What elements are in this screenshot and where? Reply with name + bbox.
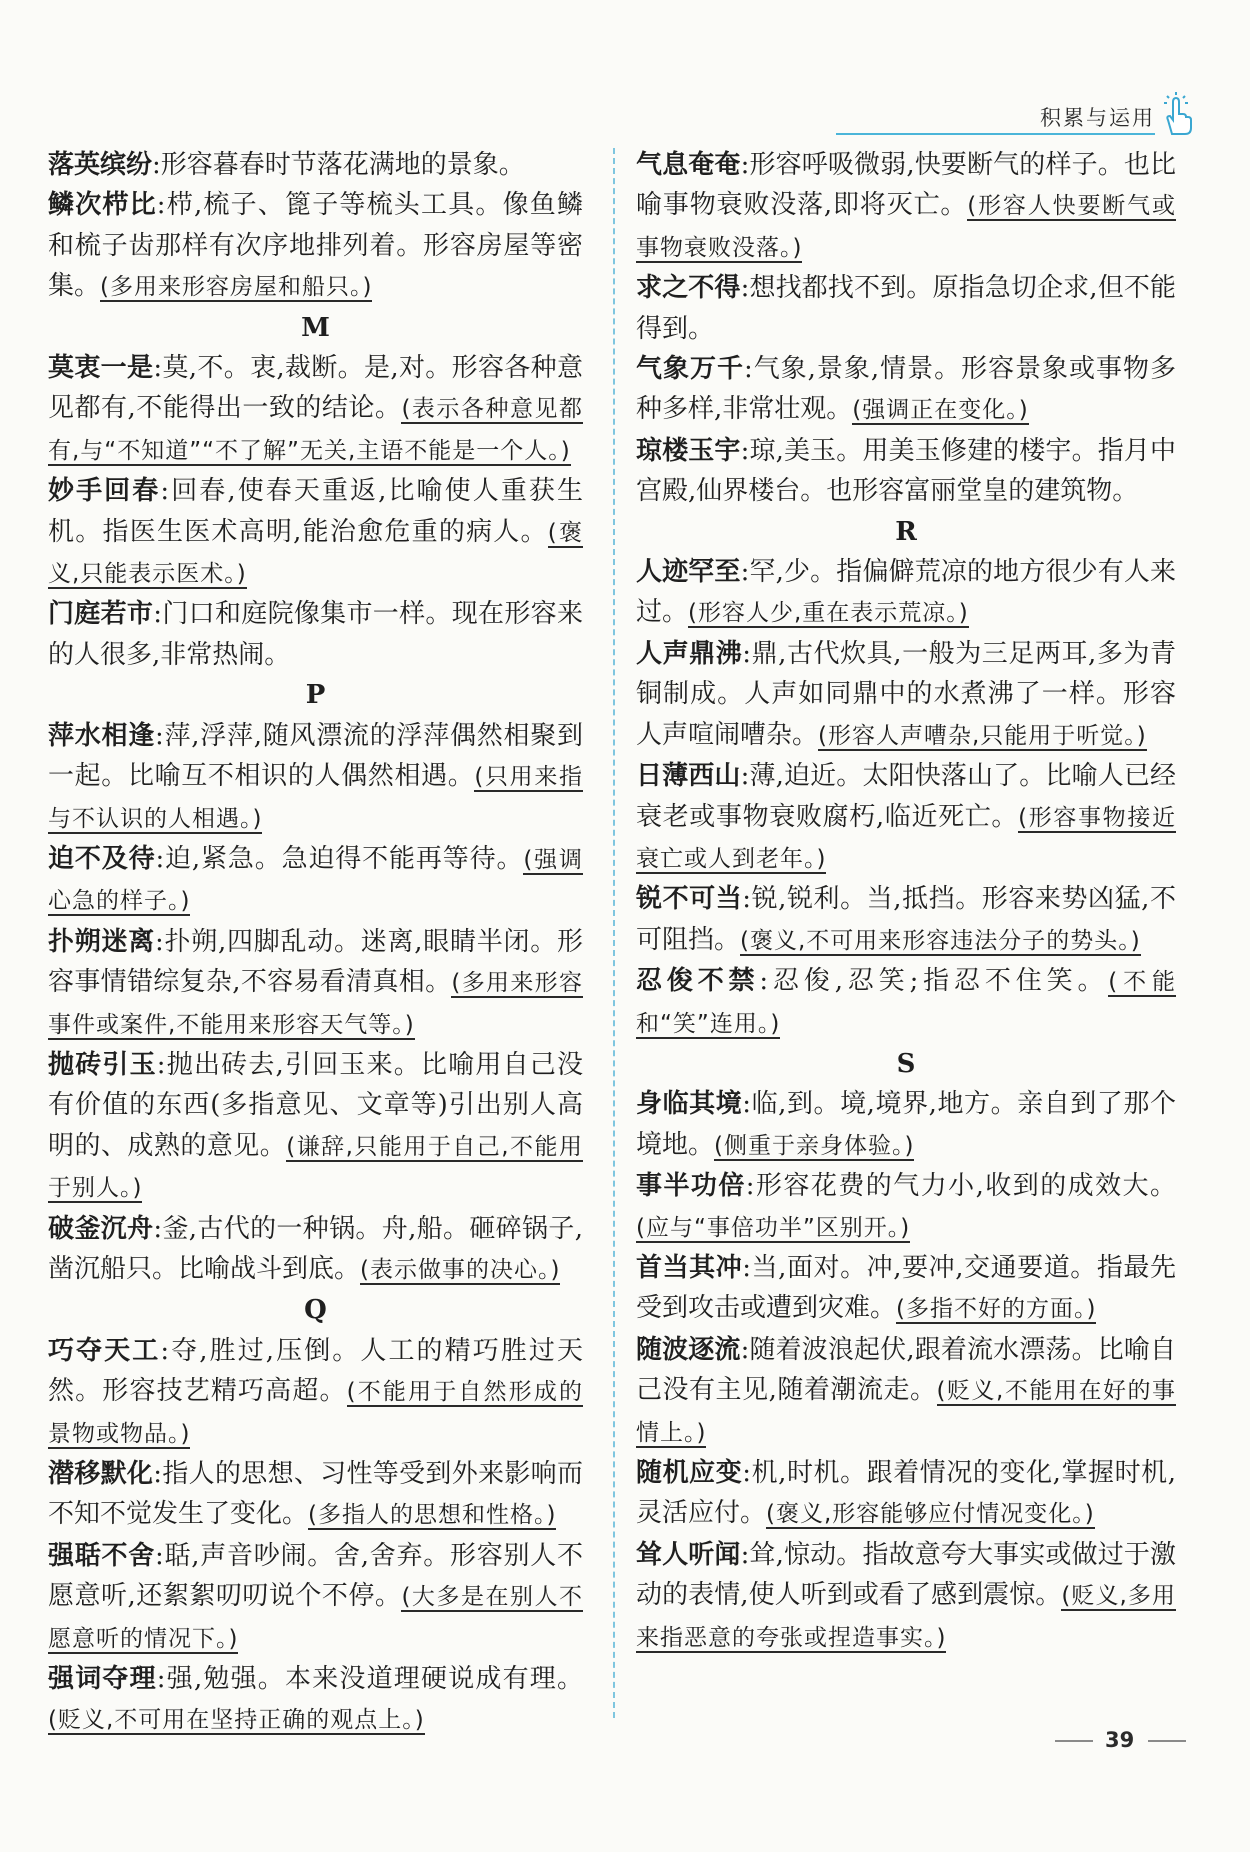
section-letter: M: [301, 312, 330, 343]
idiom-entry: [48, 185, 583, 307]
usage-note: (大多是在别人不愿意听的情况下。): [48, 1584, 583, 1652]
idiom-entry: [636, 879, 1176, 961]
idiom-term: 人迹罕至: [636, 557, 741, 588]
idiom-term: 强词夺理: [48, 1664, 157, 1695]
idiom-entry: [48, 471, 583, 594]
section-title: 积累与运用: [1040, 106, 1155, 130]
usage-note: (贬义,不可用在坚持正确的观点上。): [48, 1707, 425, 1734]
idiom-entry: [48, 922, 583, 1045]
idiom-term: 萍水相逢: [48, 720, 155, 751]
idiom-definition: :门口和庭院像集市一样。现在形容来的人很多,非常热闹。: [48, 599, 583, 670]
idiom-term: 忍俊不禁: [636, 966, 760, 997]
section-letter: Q: [304, 1295, 327, 1326]
idiom-term: 琼楼玉宇: [636, 435, 741, 466]
idiom-entry: [636, 431, 1176, 512]
idiom-definition: :萍,浮萍,随风漂流的浮萍偶然相聚到一起。比喻互不相识的人偶然相遇。: [48, 720, 583, 792]
idiom-term: 气息奄奄: [636, 150, 741, 180]
idiom-term: 巧夺天工: [48, 1335, 161, 1366]
idiom-entry: [636, 1248, 1176, 1330]
right-column: [636, 145, 1176, 1658]
section-letter: R: [895, 516, 917, 547]
idiom-definition: :临,到。境,境界,地方。亲自到了那个境地。: [636, 1089, 1176, 1160]
usage-note: (形容人少,重在表示荒凉。): [688, 600, 969, 627]
idiom-term: 抛砖引玉: [48, 1049, 157, 1080]
idiom-definition: :莫,不。衷,裁断。是,对。形容各种意见都有,不能得出一致的结论。: [48, 353, 583, 424]
idiom-entry: [636, 145, 1176, 268]
idiom-entry: [636, 1453, 1176, 1535]
idiom-definition: :当,面对。冲,要冲,交通要道。指最先受到攻击或遭到灾难。: [636, 1252, 1176, 1324]
usage-note: (形容人快要断气或事物衰败没落。): [636, 193, 1177, 261]
idiom-definition: :扑朔,四脚乱动。迷离,眼睛半闭。形容事情错综复杂,不容易看清真相。: [48, 926, 583, 998]
idiom-term: 潜移默化: [48, 1459, 154, 1489]
idiom-entry: [48, 1209, 583, 1291]
usage-note: (只用来指与不认识的人相遇。): [48, 764, 583, 832]
page-header: [0, 0, 1250, 140]
page-number-dash-right: [1148, 1740, 1186, 1742]
idiom-term: 锐不可当: [636, 884, 743, 915]
idiom-entry: [48, 839, 583, 922]
usage-note: (褒义,只能表示医术。): [48, 519, 583, 588]
idiom-entry: [636, 1330, 1176, 1453]
usage-note: (多用来形容事件或案件,不能用来形容天气等。): [48, 970, 584, 1038]
idiom-definition: :气象,景象,情景。形容景象或事物多种多样,非常壮观。: [636, 354, 1176, 425]
idiom-definition: :形容呼吸微弱,快要断气的样子。也比喻事物衰败没落,即将灭亡。: [636, 150, 1176, 221]
usage-note: (强调心急的样子。): [48, 846, 583, 915]
idiom-definition: :耸,惊动。指故意夸大事实或做过于激动的表情,使人听到或看了感到震惊。: [636, 1539, 1176, 1611]
idiom-term: 落英缤纷: [48, 150, 153, 180]
usage-note: (不能和“笑”连用。): [636, 969, 1176, 1037]
idiom-entry: [636, 634, 1176, 756]
section-letter: S: [896, 1048, 916, 1079]
idiom-definition: :迫,紧急。急迫得不能再等待。: [155, 843, 524, 874]
idiom-term: 妙手回春: [48, 476, 161, 507]
idiom-term: 人声鼎沸: [636, 638, 743, 669]
idiom-definition: :随着波浪起伏,跟着流水漂荡。比喻自己没有主见,随着潮流走。: [636, 1334, 1176, 1406]
idiom-entry: [636, 1535, 1176, 1658]
idiom-definition: :罕,少。指偏僻荒凉的地方很少有人来过。: [636, 557, 1176, 628]
usage-note: (贬义,不能用在好的事情上。): [636, 1378, 1176, 1446]
idiom-entry: [636, 349, 1176, 431]
usage-note: (多指人的思想和性格。): [308, 1502, 557, 1529]
idiom-term: 迫不及待: [48, 843, 156, 874]
usage-note: (表示各种意见都有,与“不知道”“不了解”无关,主语不能是一个人。): [48, 396, 583, 464]
idiom-entry: [48, 1045, 583, 1209]
usage-note: (表示做事的决心。): [360, 1256, 561, 1283]
idiom-entry: [48, 1536, 583, 1659]
idiom-term: 随机应变: [636, 1458, 743, 1488]
idiom-definition: :琼,美玉。用美玉修建的楼宇。指月中宫殿,仙界楼台。也形容富丽堂皇的建筑物。: [636, 435, 1176, 507]
idiom-definition: :薄,迫近。太阳快落山了。比喻人已经衰老或事物衰败腐朽,临近死亡。: [636, 761, 1176, 832]
idiom-definition: :想找都找不到。原指急切企求,但不能得到。: [636, 273, 1176, 344]
idiom-term: 事半功倍: [636, 1171, 746, 1202]
idiom-term: 首当其冲: [636, 1252, 743, 1283]
idiom-entry: [636, 756, 1176, 879]
idiom-term: 身临其境: [636, 1089, 743, 1120]
idiom-definition: :形容花费的气力小,收到的成效大。: [745, 1171, 1176, 1202]
idiom-definition: :釜,古代的一种锅。舟,船。砸碎锅子,凿沉船只。比喻战斗到底。: [48, 1213, 583, 1284]
usage-note: (侧重于亲身体验。): [714, 1132, 915, 1159]
usage-note: (褒义,不可用来形容违法分子的势头。): [740, 927, 1141, 954]
idiom-entry: [636, 552, 1176, 634]
usage-note: (多用来形容房屋和船只。): [100, 274, 373, 301]
usage-note: (形容事物接近衰亡或人到老年。): [636, 804, 1176, 872]
usage-note: (形容人声嘈杂,只能用于听觉。): [818, 722, 1147, 749]
idiom-term: 门庭若市: [48, 599, 154, 630]
idiom-definition: :栉,梳子、篦子等梳头工具。像鱼鳞和梳子齿那样有次序地排列着。形容房屋等密集。: [48, 190, 583, 302]
idiom-term: 强聒不舍: [48, 1540, 155, 1571]
idiom-term: 扑朔迷离: [48, 926, 155, 957]
idiom-definition: :形容暮春时节落花满地的景象。: [152, 150, 525, 180]
idiom-term: 气象万千: [636, 354, 744, 385]
idiom-term: 莫衷一是: [48, 353, 154, 384]
usage-note: (多指不好的方面。): [896, 1296, 1097, 1323]
idiom-entry: [48, 1331, 583, 1454]
idiom-entry: [48, 1659, 583, 1741]
section-letter: P: [305, 680, 326, 711]
idiom-entry: [636, 961, 1176, 1044]
idiom-definition: :忍俊,忍笑;指忍不住笑。: [759, 966, 1109, 997]
idiom-definition: :鼎,古代炊具,一般为三足两耳,多为青铜制成。人声如同鼎中的水煮沸了一样。形容人声喧闹嘈杂。: [636, 638, 1176, 750]
idiom-definition: :夺,胜过,压倒。人工的精巧胜过天然。形容技艺精巧高超。: [48, 1335, 583, 1407]
idiom-term: 随波逐流: [636, 1334, 741, 1365]
idiom-term: 求之不得: [636, 273, 741, 304]
left-column: [48, 145, 583, 1741]
idiom-definition: :聒,声音吵闹。舍,舍弃。形容别人不愿意听,还絮絮叨叨说个不停。: [48, 1540, 583, 1612]
idiom-entry: [48, 594, 583, 675]
idiom-entry: [636, 1084, 1176, 1166]
usage-note: (应与“事倍功半”区别开。): [636, 1214, 911, 1241]
page-number-dash-left: [1055, 1740, 1093, 1742]
idiom-entry: [48, 716, 583, 839]
idiom-term: 鳞次栉比: [48, 190, 157, 221]
idiom-definition: :抛出砖去,引回玉来。比喻用自己没有价值的东西(多指意见、文章等)引出别人高明的、成熟的意见。: [48, 1049, 583, 1161]
idiom-definition: :锐,锐利。当,抵挡。形容来势凶猛,不可阻挡。: [636, 884, 1176, 955]
idiom-definition: :机,时机。跟着情况的变化,掌握时机,灵活应付。: [636, 1458, 1176, 1529]
usage-note: (强调正在变化。): [852, 397, 1029, 424]
column-divider: [613, 148, 615, 1718]
usage-note: (贬义,多用来指恶意的夸张或捏造事实。): [636, 1583, 1177, 1651]
idiom-term: 耸人听闻: [636, 1539, 741, 1570]
idiom-entry: [636, 268, 1176, 349]
idiom-definition: :指人的思想、习性等受到外来影响而不知不觉发生了变化。: [48, 1459, 583, 1530]
idiom-entry: [636, 1166, 1176, 1248]
usage-note: (谦辞,只能用于自己,不能用于别人。): [48, 1133, 583, 1202]
idiom-definition: :强,勉强。本来没道理硬说成有理。: [156, 1664, 583, 1695]
hand-pointer-icon: [1158, 90, 1198, 138]
idiom-entry: [48, 1454, 583, 1536]
idiom-definition: :回春,使春天重返,比喻使人重获生机。指医生医术高明,能治愈危重的病人。: [48, 476, 583, 547]
idiom-term: 日薄西山: [636, 761, 741, 792]
page-number: 39: [1105, 1728, 1135, 1752]
idiom-entry: [48, 348, 583, 471]
header-rule: [836, 133, 1155, 135]
idiom-term: 破釜沉舟: [48, 1213, 154, 1244]
usage-note: (褒义,形容能够应付情况变化。): [766, 1501, 1095, 1528]
usage-note: (不能用于自然形成的景物或物品。): [48, 1379, 583, 1447]
idiom-entry: [48, 145, 583, 185]
